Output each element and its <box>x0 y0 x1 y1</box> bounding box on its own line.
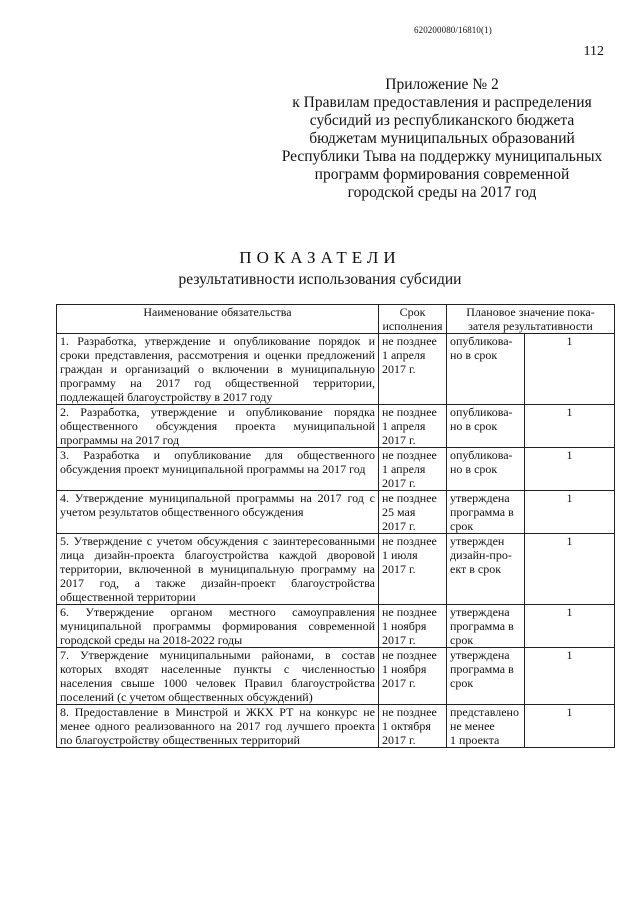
deadline-cell: не позднее 1 апреля 2017 г. <box>379 448 447 491</box>
table-row <box>57 448 615 491</box>
indicator-cell: опубликова- но в срок <box>447 405 525 448</box>
document-id: 620200080/16810(1) <box>414 25 492 35</box>
deadline-cell: не позднее 1 октября 2017 г. <box>379 705 447 748</box>
document-subtitle: результативности использования субсидии <box>178 271 462 288</box>
value-cell: 1 <box>525 605 615 648</box>
indicator-cell: опубликова- но в срок <box>447 334 525 405</box>
value-cell: 1 <box>525 491 615 534</box>
obligation-cell: 5. Утверждение с учетом обсуждения с заинтересованными лица дизайн-проекта благоустройства каждой дворовой территории, включенной в муниципальную программу на 2017 год, а также дизайн-проект благоустройства общественной территории <box>57 534 379 605</box>
value-cell: 1 <box>525 448 615 491</box>
appendix-line: бюджетам муниципальных образований <box>309 130 575 147</box>
indicators-table <box>56 304 615 748</box>
table-row <box>57 534 615 605</box>
table-row <box>57 491 615 534</box>
obligation-cell: 2. Разработка, утверждение и опубликование порядка общественного обсуждения проекта муниципальной программы на 2017 год <box>57 405 379 448</box>
table-header-row <box>57 305 615 334</box>
value-cell: 1 <box>525 705 615 748</box>
value-cell: 1 <box>525 334 615 405</box>
indicator-cell: утверждена программа в срок <box>447 648 525 705</box>
deadline-cell: не позднее 1 апреля 2017 г. <box>379 405 447 448</box>
obligation-cell: 6. Утверждение органом местного самоуправления муниципальной программы формирования современной городской среды на 2018-2022 годы <box>57 605 379 648</box>
obligation-cell: 8. Предоставление в Минстрой и ЖКХ РТ на конкурс не менее одного реализованного на 2017 год лучшего проекта по благоустройству общественных территорий <box>57 705 379 748</box>
obligation-cell: 3. Разработка и опубликование для общественного обсуждения проект муниципальной программы на 2017 год <box>57 448 379 491</box>
table-row <box>57 705 615 748</box>
value-cell: 1 <box>525 405 615 448</box>
obligation-cell: 7. Утверждение муниципальными районами, в состав которых входят населенные пункты с численностью населения свыше 1000 человек Правил благоустройства поселений (с учетом общественных обсуждений) <box>57 648 379 705</box>
value-cell: 1 <box>525 534 615 605</box>
deadline-cell: не позднее 1 ноября 2017 г. <box>379 648 447 705</box>
indicator-cell: утверждена программа в срок <box>447 605 525 648</box>
indicator-cell: опубликова- но в срок <box>447 448 525 491</box>
header-deadline: Срок исполнения <box>379 305 447 334</box>
appendix-line: программ формирования современной <box>314 166 570 183</box>
appendix-line: Приложение № 2 <box>385 76 499 93</box>
header-obligation: Наименование обязательства <box>57 305 379 334</box>
obligation-cell: 4. Утверждение муниципальной программы на 2017 год с учетом результатов общественного обсуждения <box>57 491 379 534</box>
table-row <box>57 334 615 405</box>
appendix-heading <box>268 76 616 202</box>
indicator-cell: представлено не менее 1 проекта <box>447 705 525 748</box>
appendix-line: Республики Тыва на поддержку муниципальных <box>281 148 603 165</box>
table-row <box>57 648 615 705</box>
header-planned-value: Плановое значение пока- зателя результативности <box>447 305 615 334</box>
deadline-cell: не позднее 1 июля 2017 г. <box>379 534 447 605</box>
deadline-cell: не позднее 1 апреля 2017 г. <box>379 334 447 405</box>
appendix-line: субсидий из республиканского бюджета <box>309 112 575 129</box>
appendix-line: городской среды на 2017 год <box>347 184 537 201</box>
deadline-cell: не позднее 1 ноября 2017 г. <box>379 605 447 648</box>
indicator-cell: утвержден дизайн-про- ект в срок <box>447 534 525 605</box>
page-number: 112 <box>583 44 604 59</box>
indicator-cell: утверждена программа в срок <box>447 491 525 534</box>
deadline-cell: не позднее 25 мая 2017 г. <box>379 491 447 534</box>
value-cell: 1 <box>525 648 615 705</box>
document-title: ПОКАЗАТЕЛИ <box>239 248 401 267</box>
table-row <box>57 605 615 648</box>
obligation-cell: 1. Разработка, утверждение и опубликование порядок и сроки представления, рассмотрения и оценки предложений граждан и организаций о включении в муниципальную программу на 2017 год общественной территории, подлежащей благоустройству в 2017 году <box>57 334 379 405</box>
appendix-line: к Правилам предоставления и распределения <box>292 94 592 111</box>
table-row <box>57 405 615 448</box>
